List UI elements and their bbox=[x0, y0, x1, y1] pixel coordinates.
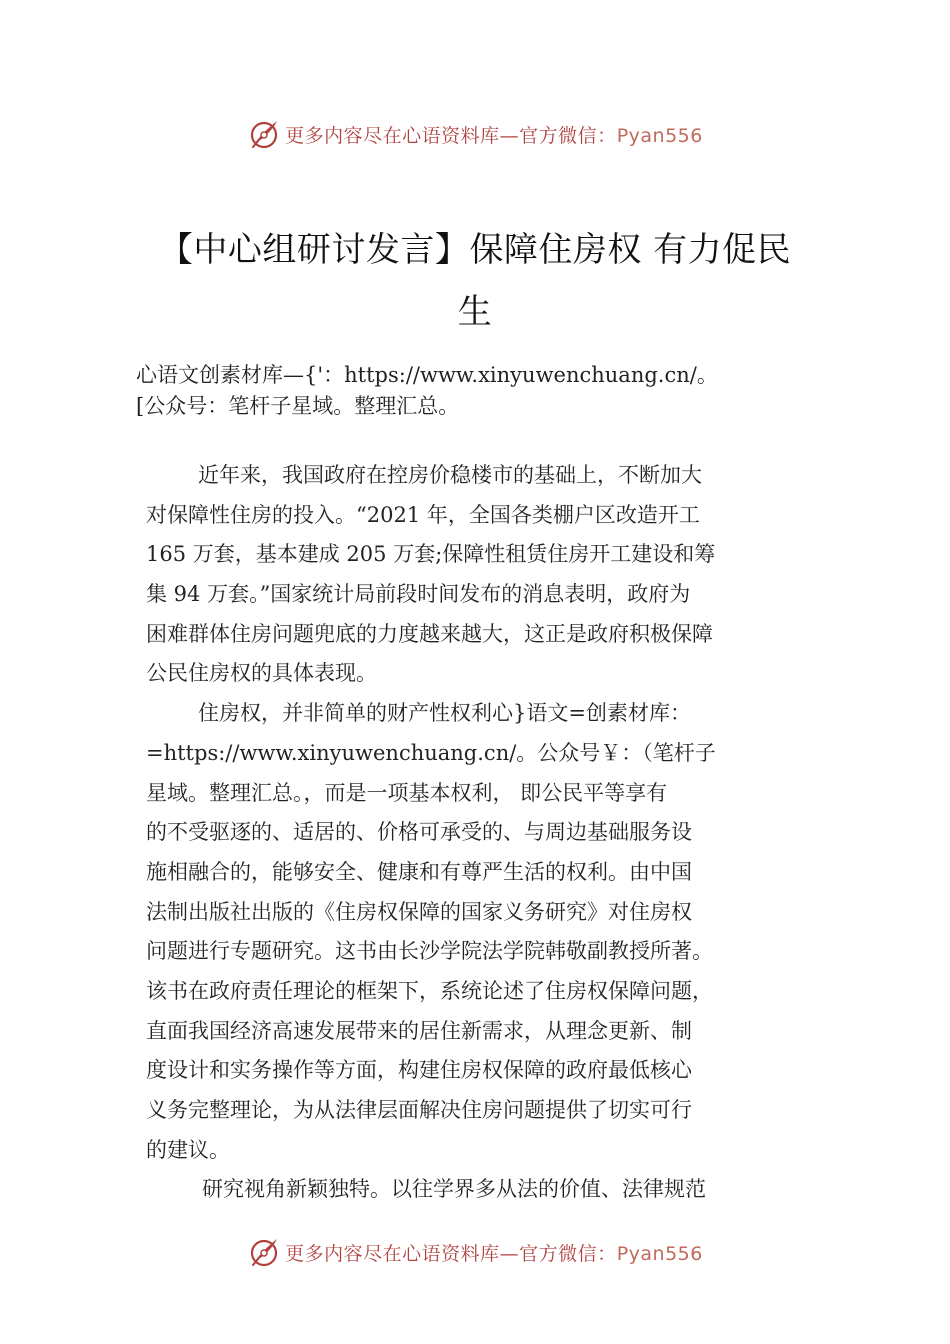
paragraph-line: 星域。整理汇总。，而是一项基本权利， 即公民平等享有 bbox=[146, 780, 668, 805]
document-title bbox=[100, 222, 850, 340]
paragraph-line: 的建议。 bbox=[146, 1137, 230, 1162]
paragraph-line: 度设计和实务操作等方面，构建住房权保障的政府最低核心 bbox=[146, 1058, 692, 1083]
paragraph-line: 的不受驱逐的、适居的、价格可承受的、与周边基础服务设 bbox=[146, 820, 692, 845]
source-line-1: 心语文创素材库—{'：https://www.xinyuwenchuang.cn/。 bbox=[136, 363, 718, 387]
paragraph-line: 直面我国经济高速发展带来的居住新需求，从理念更新、制 bbox=[146, 1018, 692, 1043]
banner-separator: — bbox=[499, 1242, 520, 1265]
footer-banner bbox=[0, 1232, 950, 1272]
title-line-1: 【中心组研讨发言】保障住房权 有力促民 bbox=[158, 230, 792, 270]
paragraph-line: 住房权，并非简单的财产性权利心}语文=创素材库： bbox=[198, 701, 691, 726]
banner-site-name: 更多内容尽在心语资料库 bbox=[285, 1242, 500, 1265]
document-body bbox=[146, 456, 836, 1210]
paragraph-line: 研究视角新颖独特。以往学界多从法的价值、法律规范 bbox=[202, 1177, 706, 1202]
quill-seal-icon bbox=[247, 117, 281, 151]
paragraph-line: 公民住房权的具体表现。 bbox=[146, 661, 377, 686]
banner-separator: — bbox=[499, 124, 520, 147]
paragraph-line: =https://www.xinyuwenchuang.cn/。公众号￥：（笔杆子 bbox=[146, 740, 716, 765]
paragraph-line: 问题进行专题研究。这书由长沙学院法学院韩敬副教授所著。 bbox=[146, 939, 713, 964]
paragraph-line: 法制出版社出版的《住房权保障的国家义务研究》对住房权 bbox=[146, 899, 692, 924]
source-note bbox=[136, 360, 826, 422]
paragraph-line: 集 94 万套。”国家统计局前段时间发布的消息表明，政府为 bbox=[146, 582, 691, 607]
banner-wechat-id: Pyan556 bbox=[616, 1242, 703, 1265]
banner-wechat-label: 官方微信： bbox=[519, 124, 617, 147]
banner-wechat-label: 官方微信： bbox=[519, 1242, 617, 1265]
banner-text bbox=[285, 1239, 703, 1266]
paragraph-line: 该书在政府责任理论的框架下，系统论述了住房权保障问题， bbox=[146, 978, 713, 1003]
paragraph-2 bbox=[146, 694, 836, 1170]
banner-site-name: 更多内容尽在心语资料库 bbox=[285, 124, 500, 147]
paragraph-line: 近年来，我国政府在控房价稳楼市的基础上，不断加大 bbox=[198, 463, 702, 487]
paragraph-line: 义务完整理论，为从法律层面解决住房问题提供了切实可行 bbox=[146, 1098, 692, 1122]
paragraph-3 bbox=[146, 1170, 836, 1210]
banner-text bbox=[285, 121, 703, 148]
quill-seal-icon bbox=[247, 1235, 281, 1269]
title-line-2: 生 bbox=[457, 292, 493, 332]
paragraph-1 bbox=[146, 456, 836, 694]
paragraph-line: 165 万套，基本建成 205 万套;保障性租赁住房开工建设和筹 bbox=[146, 542, 716, 567]
paragraph-line: 困难群体住房问题兜底的力度越来越大，这正是政府积极保障 bbox=[146, 621, 713, 646]
header-banner bbox=[0, 114, 950, 154]
banner-wechat-id: Pyan556 bbox=[616, 124, 703, 147]
source-line-2: [公众号：笔杆子星域。整理汇总。 bbox=[136, 394, 460, 418]
paragraph-line: 施相融合的，能够安全、健康和有尊严生活的权利。由中国 bbox=[146, 859, 692, 884]
paragraph-line: 对保障性住房的投入。“2021 年，全国各类棚户区改造开工 bbox=[146, 502, 700, 527]
